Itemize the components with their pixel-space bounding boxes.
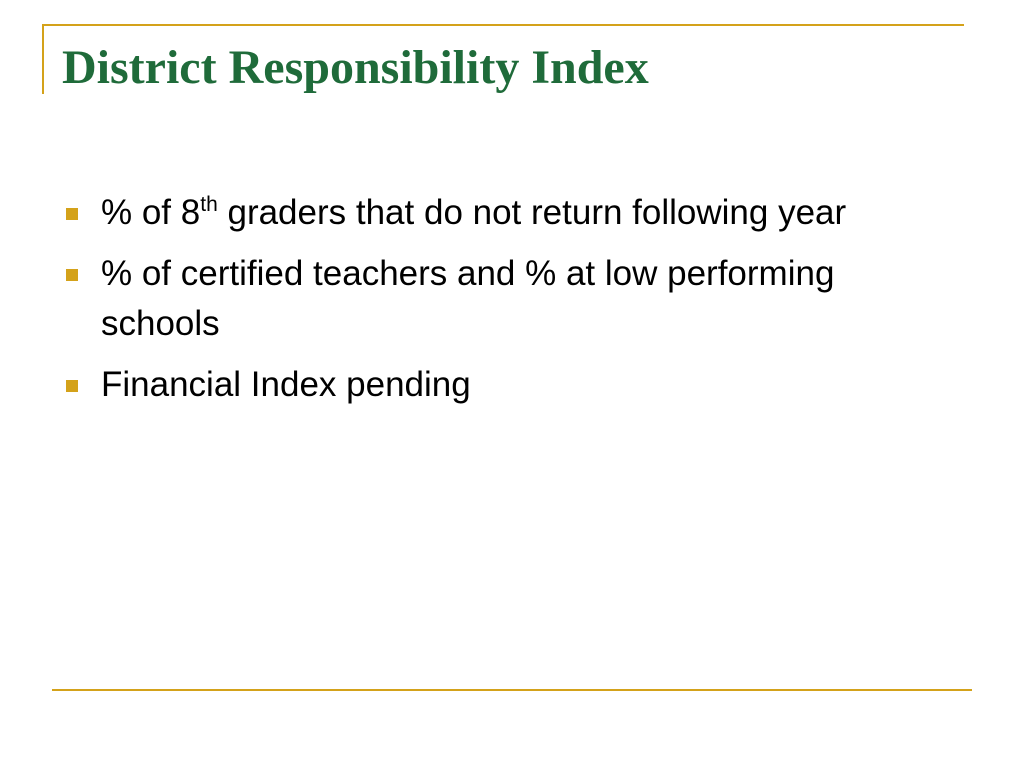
slide-title: District Responsibility Index bbox=[62, 41, 649, 94]
square-bullet-icon bbox=[66, 208, 78, 220]
bullet-item-certified-teachers bbox=[64, 249, 944, 349]
bullet-item-eighth-graders bbox=[64, 188, 944, 238]
footer-accent-line bbox=[52, 689, 972, 691]
top-accent-line bbox=[42, 24, 964, 26]
left-accent-line bbox=[42, 24, 44, 94]
bullet-text bbox=[101, 193, 846, 232]
square-bullet-icon bbox=[66, 269, 78, 281]
bullet-list bbox=[64, 188, 944, 421]
bullet-item-financial-index bbox=[64, 360, 944, 410]
bullet-text: % of certified teachers and % at low performing schools bbox=[101, 254, 835, 343]
square-bullet-icon bbox=[66, 380, 78, 392]
ordinal-superscript: th bbox=[200, 193, 218, 216]
bullet-text-start: % of 8 bbox=[101, 193, 201, 232]
bullet-text: Financial Index pending bbox=[101, 365, 471, 404]
bullet-text-end: graders that do not return following year bbox=[217, 193, 847, 232]
